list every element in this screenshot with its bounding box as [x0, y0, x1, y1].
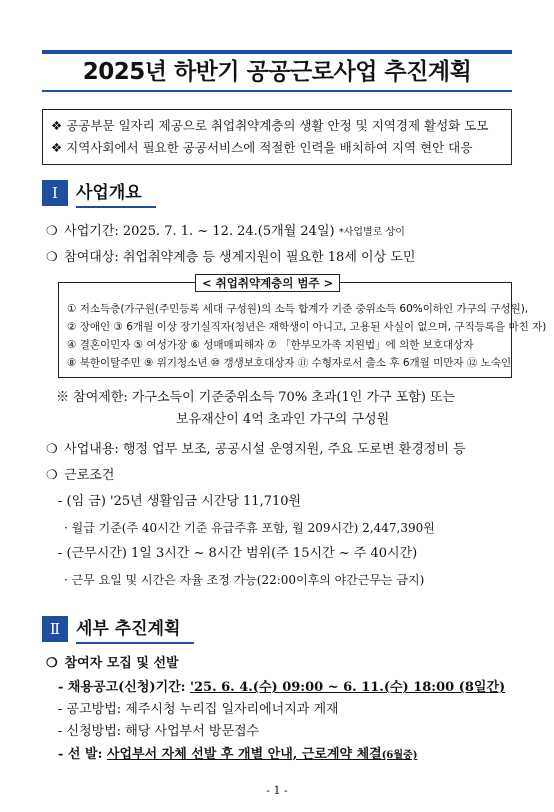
select-text: 사업부서 자체 선발 후 개별 안내, 근로계약 체결 — [106, 747, 382, 762]
section-2-header — [42, 616, 342, 642]
circle-bullet-icon: ❍ — [46, 656, 58, 671]
notice-suffix: 게재 — [313, 702, 339, 717]
category-line-4: ⑧ 북한이탈주민 ⑨ 위기청소년 ⑩ 갱생보호대상자 ⑪ 수형자로서 출소 후 6개월 미만자 ⑫ 노숙인 — [67, 357, 512, 369]
period-note: *사업별로 상이 — [338, 227, 405, 238]
circle-bullet-icon: ❍ — [46, 468, 58, 483]
conditions-text: 근로조건 — [64, 468, 115, 483]
conditions-line — [46, 466, 114, 486]
category-line-2: ② 장애인 ③ 6개월 이상 장기실직자(청년은 재학생이 아니고, 고용된 사실이 없으며, 구직등록을 마친 자) — [67, 321, 547, 333]
period-line — [46, 222, 405, 243]
page-number: - 1 - — [266, 784, 288, 797]
target-text: 참여대상: 취업취약계층 등 생계지원이 필요한 18세 이상 도민 — [64, 250, 416, 265]
target-line — [46, 248, 415, 268]
section-1-header — [42, 180, 342, 206]
apply-label: - 채용공고(신청)기간: — [58, 680, 191, 695]
category-line-1: ① 저소득층(가구원(주민등록 세대 구성원)의 소득 합계가 기준 중위소득 60%이하인 가구의 구성원), — [67, 303, 529, 315]
circle-bullet-icon: ❍ — [46, 442, 58, 457]
restriction-line-2: 보유재산이 4억 초과인 가구의 구성원 — [176, 412, 390, 427]
section-1-title: 사업개요 — [76, 180, 156, 208]
section-1-number: Ⅰ — [42, 180, 68, 206]
notice-line — [58, 700, 339, 720]
recruit-text: 참여자 모집 및 선발 — [64, 656, 179, 671]
page-title: 2025년 하반기 공공근로사업 추진계획 — [82, 59, 472, 85]
recruit-line — [46, 654, 179, 674]
content-line — [46, 440, 466, 460]
circle-bullet-icon: ❍ — [46, 224, 58, 239]
title-bottom-rule — [42, 90, 512, 92]
hours-line: - (근무시간) 1일 3시간 ~ 8시간 범위(주 15시간 ~ 주 40시간) — [58, 546, 418, 561]
select-line — [58, 745, 417, 766]
method-line: - 신청방법: 해당 사업부서 방문접수 — [58, 724, 260, 739]
hours-note-line: · 근무 요일 및 시간은 자율 조정 가능(22:00이후의 야간근무는 금지) — [64, 573, 425, 587]
restriction-line-1: ※ 참여제한: 가구소득이 기준중위소득 70% 초과(1인 가구 포함) 또는 — [56, 390, 456, 405]
circle-bullet-icon: ❍ — [46, 250, 58, 265]
content-text: 사업내용: 행정 업무 보조, 공공시설 운영지원, 주요 도로변 환경정비 등 — [64, 442, 466, 457]
select-note: (6월중) — [381, 750, 418, 761]
period-text: 사업기간: 2025. 7. 1. ~ 12. 24.(5개월 24일) — [64, 224, 335, 239]
apply-period: '25. 6. 4.(수) 09:00 ~ 6. 11.(수) 18:00 (8일간) — [190, 680, 506, 695]
section-2-number: Ⅱ — [42, 616, 68, 642]
purpose-box — [42, 109, 512, 165]
monthly-line: · 월급 기준(주 40시간 기준 유급주휴 포함, 월 209시간) 2,447,390원 — [64, 521, 435, 535]
notice-text: - 공고방법: 제주시청 누리집 일자리에너지과 — [58, 702, 310, 717]
select-label: - 선 발: — [58, 747, 107, 762]
purpose-line-1: ❖ 공공부문 일자리 제공으로 취업취약계층의 생활 안정 및 지역경제 활성화 도모 — [51, 118, 489, 133]
section-2-title: 세부 추진계획 — [76, 616, 194, 644]
category-line-3: ④ 결혼이민자 ⑤ 여성가장 ⑥ 성매매피해자 ⑦ 「한부모가족 지원법」에 의한 보호대상자 — [67, 339, 474, 351]
category-box — [58, 282, 547, 378]
apply-line — [58, 678, 505, 698]
wage-line: - (임 금) '25년 생활임금 시간당 11,710원 — [58, 494, 302, 509]
purpose-line-2: ❖ 지역사회에서 필요한 공공서비스에 적절한 인력을 배치하여 지역 현안 대응 — [51, 140, 473, 155]
category-box-title: < 취업취약계층의 범주 > — [195, 274, 340, 292]
